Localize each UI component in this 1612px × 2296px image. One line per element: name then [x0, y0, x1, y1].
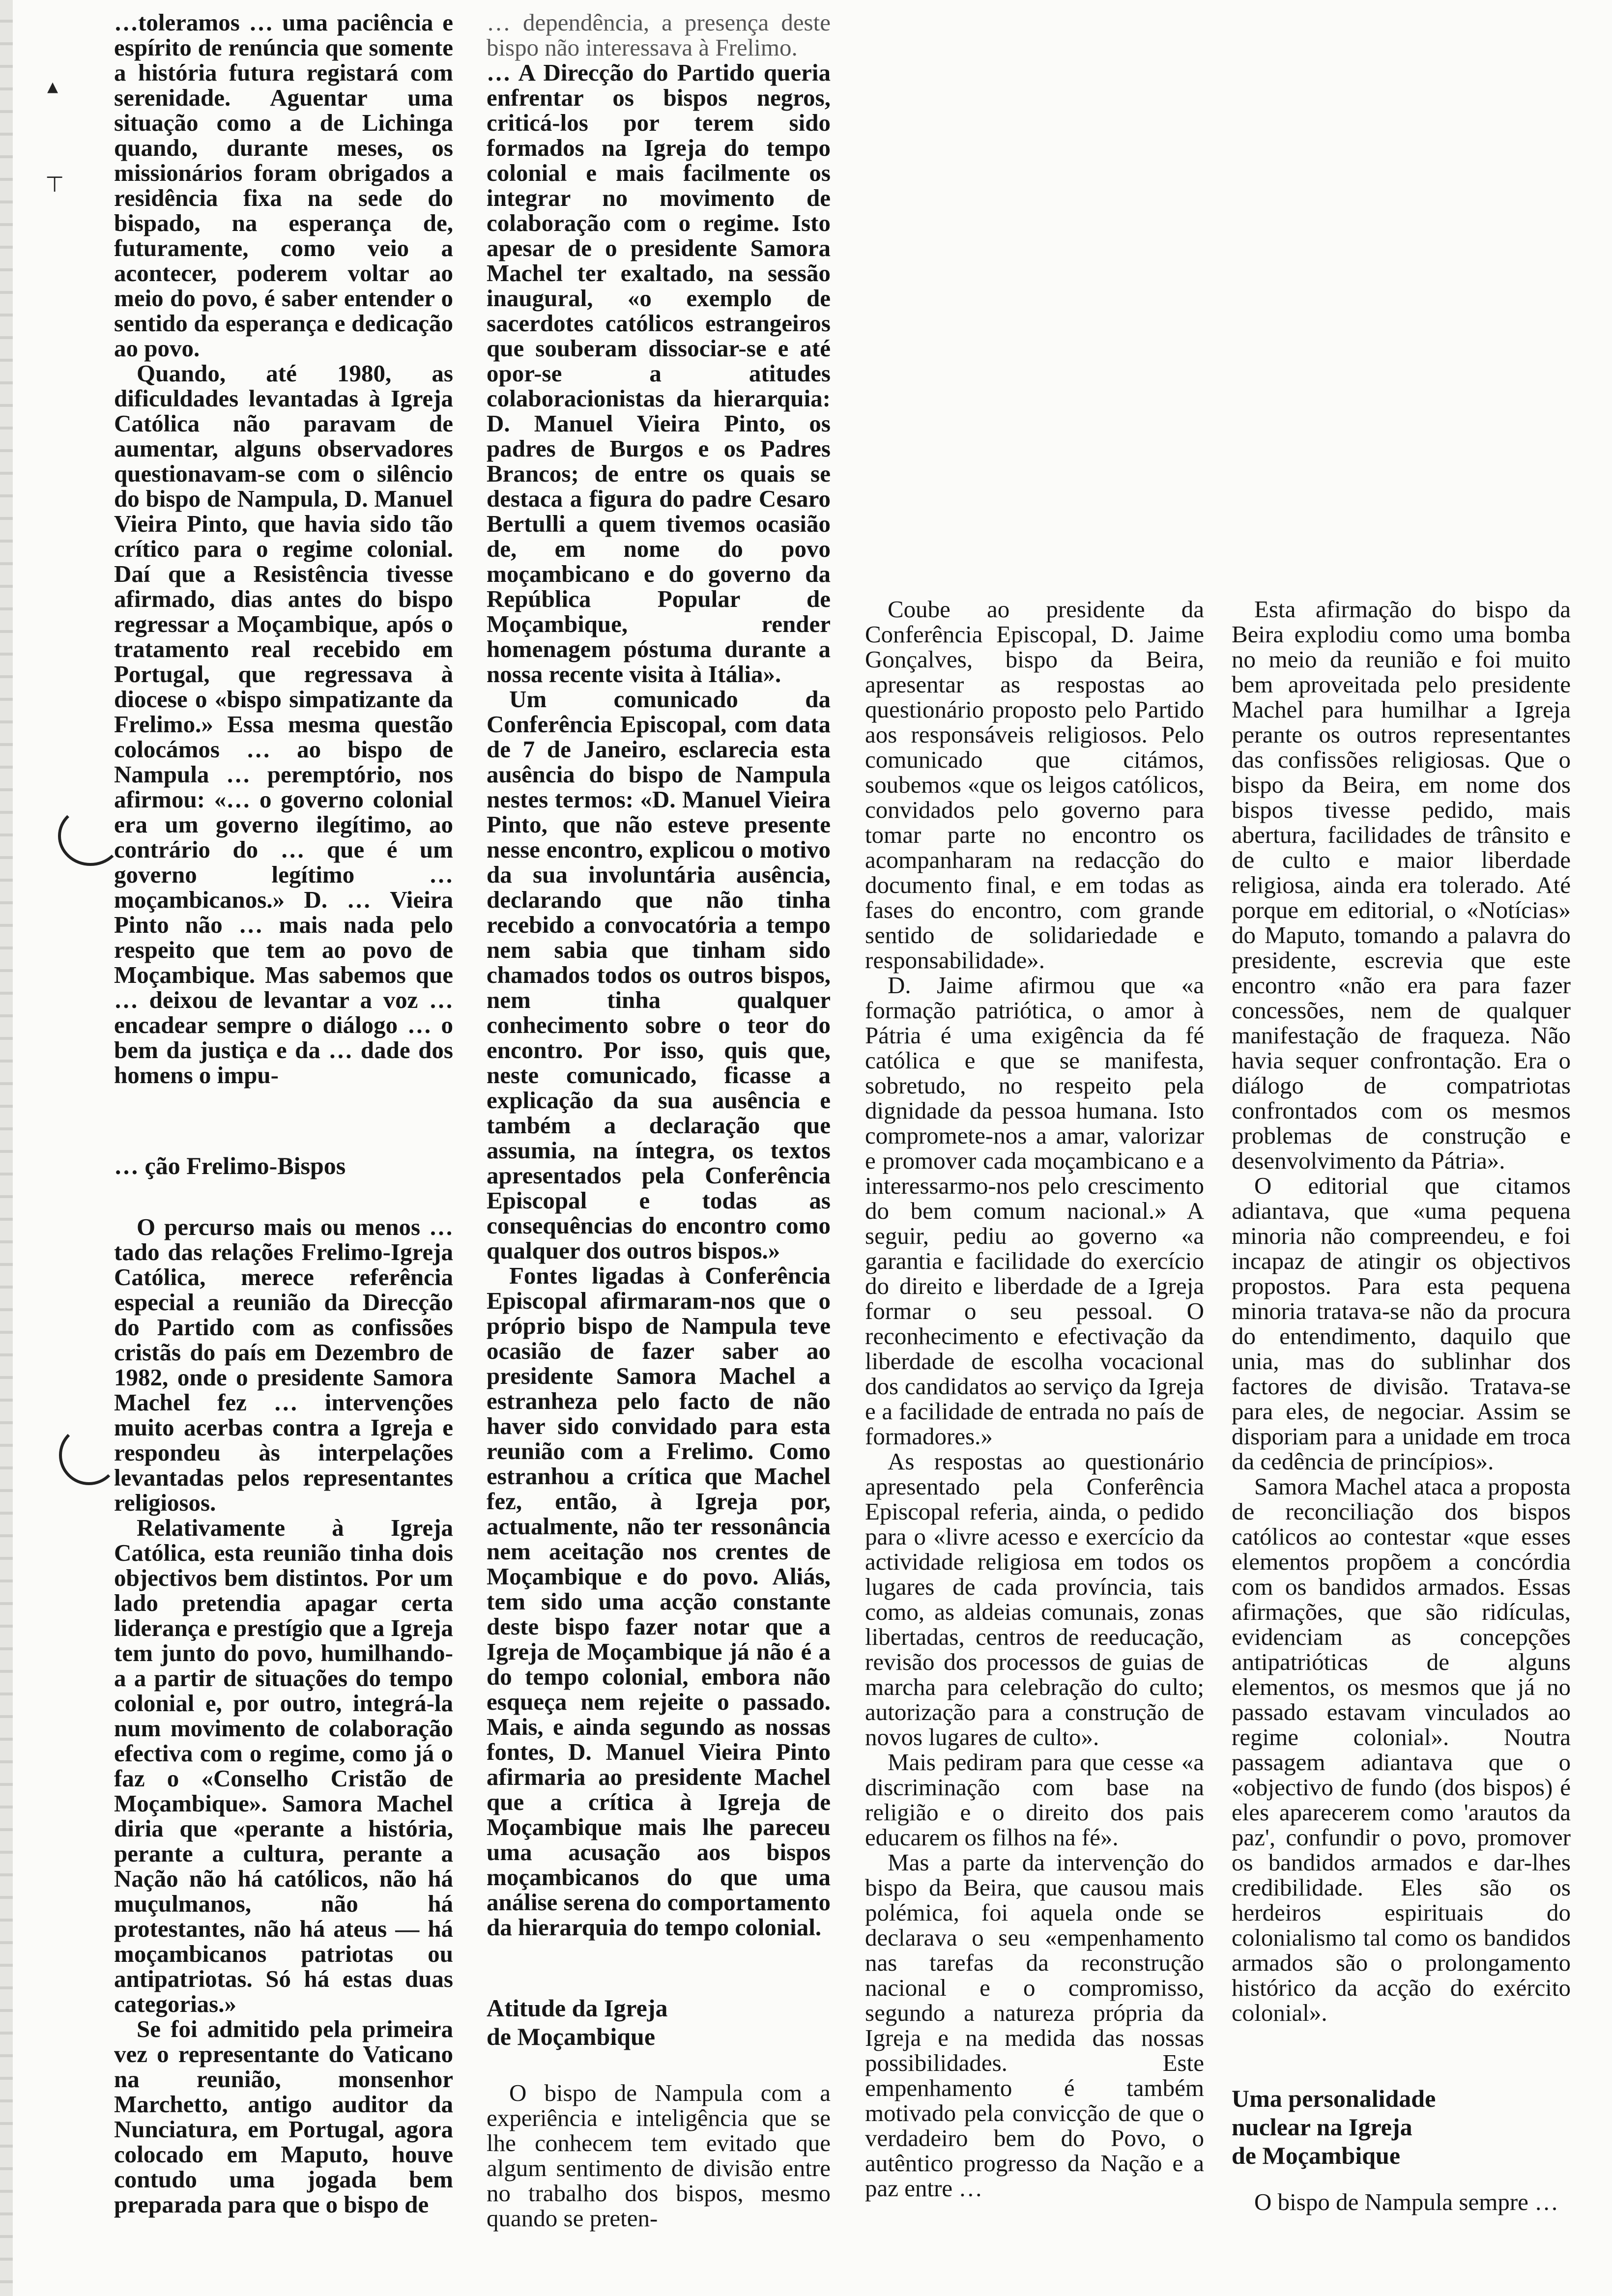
paragraph: Mais pediram para que cesse «a discriminação com base na religião e o direito dos pais educarem os filhos na fé».: [865, 1749, 1204, 1851]
section-heading: [487, 1994, 831, 2051]
scan-speck: ▴: [47, 74, 58, 99]
paragraph: Fontes ligadas à Conferência Episcopal afirmaram-nos que o próprio bispo de Nampula teve ocasião de fazer saber ao presidente Samora Machel a estranheza pelo facto de não haver sido convidado para esta reunião com a Frelimo. Como estranhou a crítica que Machel fez, então, à Igreja por, actualmente, não ter ressonância nem aceitação nos crentes de Moçambique e do povo. Aliás, tem sido uma acção constante deste bispo fazer notar que a Igreja de Moçambique já não é a do tempo colonial, embora não esqueça nem rejeite o passado. Mais, e ainda segundo as nossas fontes, D. Manuel Vieira Pinto afirmaria ao presidente Machel que a crítica à Igreja de Moçambique mais lhe pareceu uma acusação aos bispos moçambicanos do que uma análise serena do comportamento da hierarquia do tempo colonial.: [487, 1262, 831, 1941]
heading-line: Uma personalidade: [1232, 2085, 1436, 2112]
scan-smudge: [59, 1425, 119, 1485]
paragraph: O percurso mais ou menos … tado das relações Frelimo-Igreja Católica, merece referência especial a reunião da Direcção do Partido com as confissões cristãs do país em Dezembro de 1982, onde o presidente Samora Machel fez … intervenções muito acerbas contra a Igreja e respondeu às interpelações levantadas pelos representantes religiosos.: [114, 1213, 453, 1516]
paragraph: O bispo de Nampula com a experiência e inteligência que se lhe conhecem tem evitado que algum sentimento de divisão entre no trabalho dos bispos, mesmo quando se preten-: [487, 2079, 831, 2232]
heading-line: Atitude da Igreja: [487, 1994, 668, 2022]
column-4: [1232, 597, 1571, 2214]
paragraph: O editorial que citamos adiantava, que «uma pequena minoria não compreendeu, e foi incapaz de atingir os objectivos propostos. Para esta pequena minoria tratava-se não da procura do entendimento, daquilo que unia, mas do sublinhar dos factores de divisão. Tratava-se para eles, de negociar. Assim se disporiam para a unidade em troca da cedência de princípios».: [1232, 1172, 1571, 1475]
paragraph: Esta afirmação do bispo da Beira explodiu como uma bomba no meio da reunião e foi muito bem aproveitada pelo presidente Machel para humilhar a Igreja perante os outros representantes das confissões religiosas. Que o bispo da Beira, em nome dos bispos tivesse pedido, mais abertura, facilidades de trânsito e de culto e maior liberdade religiosa, ainda era tolerado. Até porque em editorial, o «Notícias» do Maputo, tomando a palavra do presidente, escrevia que este encontro «não era para fazer concessões, nem de qualquer manifestação de fraqueza. Não havia sequer confrontação. Era o diálogo de compatriotas confrontados com os mesmos problemas de construção e desenvolvimento da Pátria».: [1232, 596, 1571, 1174]
column-1: [114, 10, 453, 2217]
paragraph: Se foi admitido pela primeira vez o representante do Vaticano na reunião, monsenhor Marchetto, antigo auditor da Nunciatura, em Portugal, agora colocado em Maputo, houve contudo uma jogada bem preparada para que o bispo de: [114, 2015, 453, 2218]
section-heading: … ção Frelimo-Bispos: [114, 1152, 346, 1179]
paragraph: Samora Machel ataca a proposta de reconciliação dos bispos católicos ao contestar «que esses elementos propõem a concórdia com os bandidos armados. Essas afirmações, que são ridículas, evidenciam as concepções antipatrióticas de alguns elementos, os mesmos que já no passado estavam vinculados ao regime colonial». Noutra passagem adiantava que o «objectivo de fundo (dos bispos) é eles aparecerem como 'arautos da paz', confundir o povo, promover os bandidos armados e dar-lhes credibilidade. Eles são os herdeiros espirituais do colonialismo tal como os bandidos armados são o prolongamento histórico da acção do exército colonial».: [1232, 1473, 1571, 2026]
paragraph: As respostas ao questionário apresentado pela Conferência Episcopal referia, ainda, o pedido para o «livre acesso e exercício da actividade religiosa em todos os lugares de cada província, tais como, as aldeias comunais, zonas libertadas, centros de reeducação, revisão dos processos de guias de marcha para celebração do culto; autorização para a construção de novos lugares de culto».: [865, 1448, 1204, 1751]
paragraph: … A Direcção do Partido queria enfrentar os bispos negros, criticá-los por terem sido formados na Igreja do tempo colonial e mais facilmente os integrar no movimento de colaboração com o regime. Isto apesar de o presidente Samora Machel ter exaltado, na sessão inaugural, «o exemplo de sacerdotes católicos estrangeiros que souberam dissociar-se e até opor-se a atitudes colaboracionistas da hierarquia: D. Manuel Vieira Pinto, os padres de Burgos e os Padres Brancos; de entre os quais se destaca a figura do padre Cesaro Bertulli a quem tivemos ocasião de, em nome do povo moçambicano e do governo da República Popular de Moçambique, render homenagem póstuma durante a nossa recente visita à Itália».: [487, 59, 831, 688]
top-fragment: … dependência, a presença deste bispo não interessava à Frelimo.: [487, 9, 831, 61]
paragraph: Coube ao presidente da Conferência Episcopal, D. Jaime Gonçalves, bispo da Beira, apresentar as respostas ao questionário proposto pelo Partido aos responsáveis religiosos. Pelo comunicado que citámos, soubemos «que os leigos católicos, convidados pelo governo para tomar parte no encontro os acompanharam na redacção do documento final, e em todas as fases do encontro, com grande sentido de solidariedade e responsabilidade».: [865, 596, 1204, 974]
paragraph: …toleramos … uma paciência e espírito de renúncia que somente a história futura registará com serenidade. Aguentar uma situação como a de Lichinga quando, durante meses, os missionários foram obrigados a residência fixa na sede do bispado, na esperança de, futuramente, como veio a acontecer, poderem voltar ao meio do povo, é saber entender o sentido da esperança e dedicação ao povo.: [114, 9, 453, 362]
heading-line: de Moçambique: [1232, 2142, 1401, 2169]
heading-line: nuclear na Igreja: [1232, 2113, 1412, 2141]
column-3: [865, 597, 1204, 2201]
scan-smudge: [58, 806, 123, 866]
paragraph: Quando, até 1980, as dificuldades levantadas à Igreja Católica não paravam de aumentar, alguns observadores questionavam-se com o silêncio do bispo de Nampula, D. Manuel Vieira Pinto, que havia sido tão crítico para o regime colonial. Daí que a Resistência tivesse afirmado, dias antes do bispo regressar a Moçambique, após o tratamento real recebido em Portugal, que regressava à diocese o «bispo simpatizante da Frelimo.» Essa mesma questão colocámos … ao bispo de Nampula … peremptório, nos afirmou: «… o governo colonial era um governo ilegítimo, ao contrário do … que é um governo legítimo … moçambicanos.» D. … Vieira Pinto não … mais nada pelo respeito que tem ao povo de Moçambique. Mas sabemos que … deixou de levantar a voz … encadear sempre o diálogo … o bem da justiça e da … dade dos homens o impu-: [114, 360, 453, 1089]
paragraph: Mas a parte da intervenção do bispo da Beira, que causou mais polémica, foi aquela onde se declarava o seu «empenhamento nas tarefas da reconstrução nacional e o compromisso, segundo a natureza própria da Igreja e na medida das nossas possibilidades. Este empenhamento é também motivado pela convicção de que o verdadeiro bem do Povo, o autêntico progresso da Nação e a paz entre …: [865, 1849, 1204, 2202]
scan-edge-margin: [0, 0, 13, 2296]
heading-line: de Moçambique: [487, 2023, 656, 2050]
paragraph: O bispo de Nampula sempre …: [1254, 2188, 1559, 2215]
paragraph: D. Jaime afirmou que «a formação patriótica, o amor à Pátria é uma exigência da fé católica e que se manifesta, sobretudo, no respeito pela dignidade da pessoa humana. Isto compromete-nos a amar, valorizar e promover cada moçambicano e a interessarmo-nos pelo crescimento do bem comum nacional.» A seguir, pediu ao governo «a garantia e facilidade do exercício do direito e liberdade de a Igreja formar o seu pessoal. O reconhecimento e efectivação da liberdade de escolha vocacional dos candidatos ao serviço da Igreja e a facilidade de entrada no país de formadores.»: [865, 972, 1204, 1450]
scan-speck: ⊤: [45, 172, 64, 197]
paragraph: Relativamente à Igreja Católica, esta reunião tinha dois objectivos bem distintos. Por um lado pretendia apagar certa liderança e prestígio que a Igreja tem junto do povo, humilhando-a a partir de situações do tempo colonial e, por outro, integrá-la num movimento de colaboração efectiva com o regime, como já o faz o «Conselho Cristão de Moçambique». Samora Machel diria que «perante a história, perante a cultura, perante a Nação não há católicos, não há muçulmanos, não há protestantes, não há ateus — há moçambicanos patriotas ou antipatriotas. Só há estas duas categorias.»: [114, 1514, 453, 2017]
section-heading: [1232, 2084, 1571, 2170]
column-2-body: [487, 60, 831, 1940]
column-2: [487, 10, 831, 2231]
paragraph: Um comunicado da Conferência Episcopal, com data de 7 de Janeiro, esclarecia esta ausência do bispo de Nampula nestes termos: «D. Manuel Vieira Pinto, que não esteve presente nesse encontro, explicou o motivo da sua involuntária ausência, declarando que não tinha recebido a convocatória a tempo nem sabia que tinham sido chamados todos os outros bispos, nem tinha qualquer conhecimento sobre o teor do encontro. Por isso, quis que, neste comunicado, ficasse a explicação da sua ausência e também a declaração que assumia, na íntegra, os textos apresentados pela Conferência Episcopal e todas as consequências do encontro como qualquer dos outros bispos.»: [487, 686, 831, 1264]
